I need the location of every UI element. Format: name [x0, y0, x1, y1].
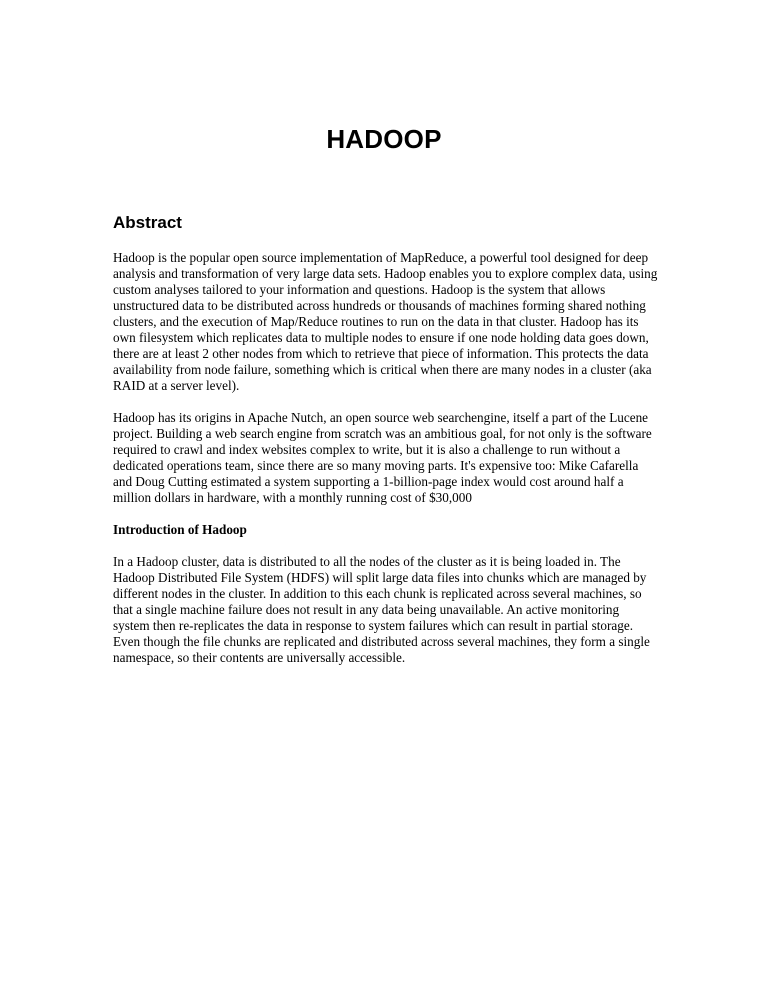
- abstract-heading: Abstract: [113, 213, 182, 232]
- abstract-paragraph-1: Hadoop is the popular open source implementation of MapReduce, a powerful tool designed for deep analysis and transformation of very large data sets. Hadoop enables you to explore complex data, using custom analyses tailored to your information and questions. Hadoop is the system that allows unstructured data to be distributed across hundreds or thousands of machines forming shared nothing clusters, and the execution of Map/Reduce routines to run on the data in that cluster. Hadoop has its own filesystem which replicates data to multiple nodes to ensure if one node holding data goes down, there are at least 2 other nodes from which to retrieve that piece of information. This protects the data availability from node failure, something which is critical when there are many nodes in a cluster (aka RAID at a server level).: [113, 250, 658, 393]
- abstract-paragraph-2: Hadoop has its origins in Apache Nutch, an open source web searchengine, itself a part of the Lucene project. Building a web search engine from scratch was an ambitious goal, for not only is the software required to crawl and index websites complex to write, but it is also a challenge to run without a dedicated operations team, since there are so many moving parts. It's expensive too: Mike Cafarella and Doug Cutting estimated a system supporting a 1-billion-page index would cost around half a million dollars in hardware, with a monthly running cost of $30,000: [113, 410, 652, 505]
- introduction-heading: Introduction of Hadoop: [113, 522, 247, 537]
- document-body: [113, 212, 658, 682]
- document-title: HADOOP: [326, 124, 442, 154]
- introduction-paragraph-1: In a Hadoop cluster, data is distributed to all the nodes of the cluster as it is being loaded in. The Hadoop Distributed File System (HDFS) will split large data files into chunks which are managed by different nodes in the cluster. In addition to this each chunk is replicated across several machines, so that a single machine failure does not result in any data being unavailable. An active monitoring system then re-replicates the data in response to system failures which can result in partial storage. Even though the file chunks are replicated and distributed across several machines, they form a single namespace, so their contents are universally accessible.: [113, 554, 650, 665]
